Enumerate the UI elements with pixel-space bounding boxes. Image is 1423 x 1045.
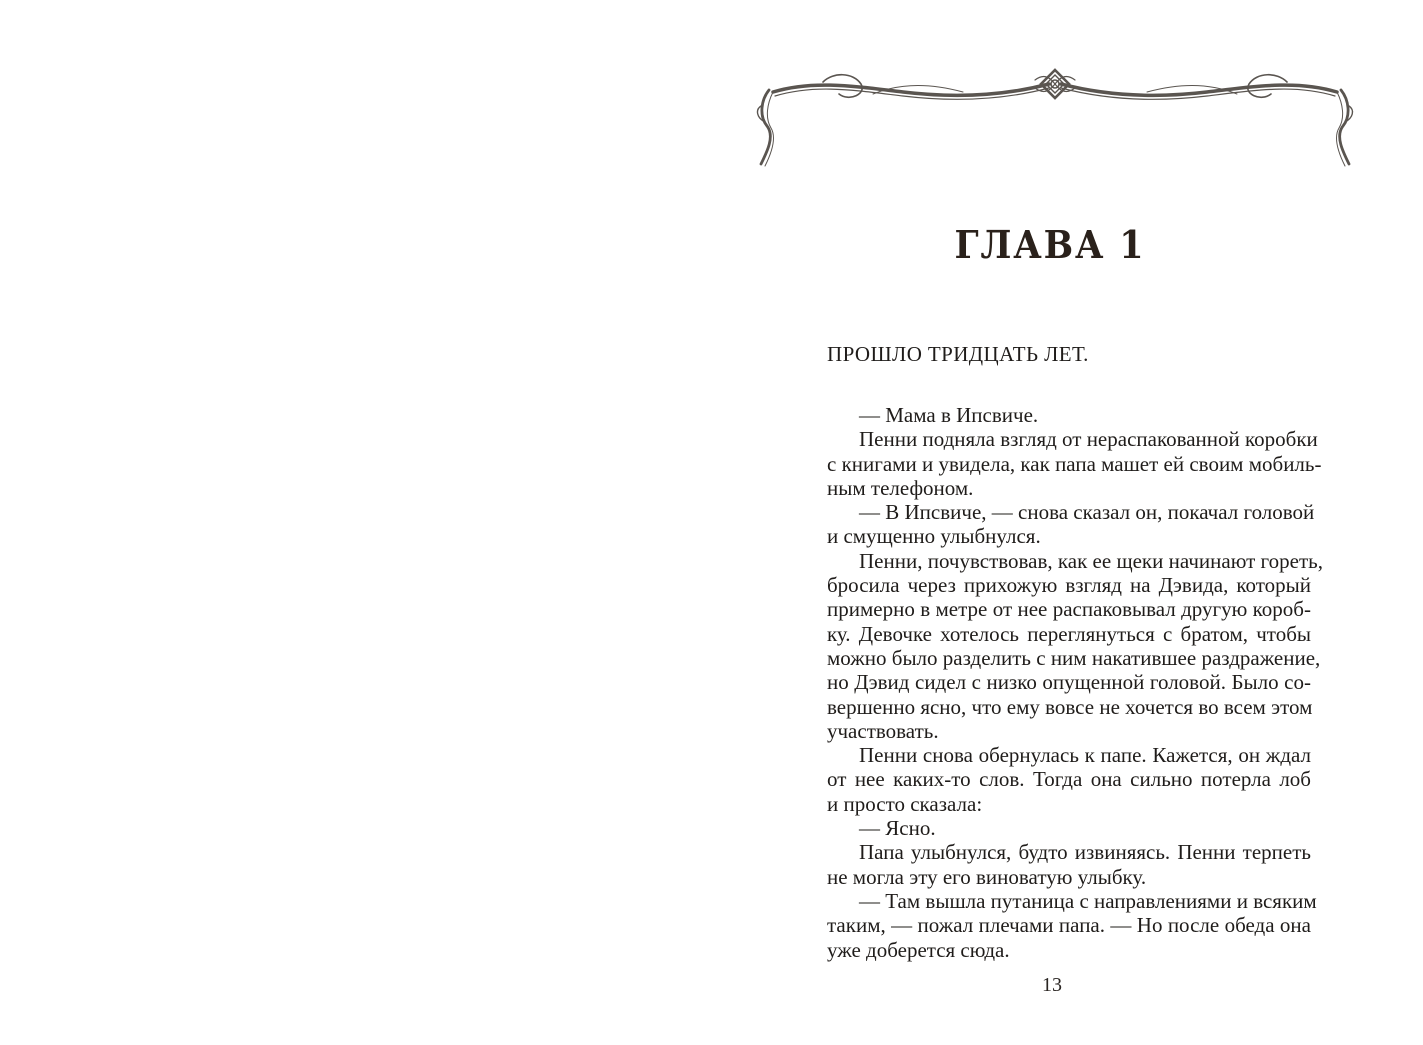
text-line: можно было разделить с ним накатившее раздражение, [827, 645, 1321, 670]
text-line: бросила через прихожую взгляд на Дэвида, который [827, 573, 1311, 598]
text-line: и смущенно улыбнулся. [827, 524, 1041, 549]
page-number: 13 [1042, 974, 1062, 996]
text-line: примерно в метре от нее распаковывал другую короб- [827, 597, 1311, 622]
text-line: Пенни снова обернулась к папе. Кажется, он ждал [859, 743, 1311, 768]
text-line: — В Ипсвиче, — снова сказал он, покачал головой [859, 500, 1315, 525]
paragraph [795, 403, 1311, 427]
text-line: — Ясно. [859, 816, 936, 841]
paragraph [795, 500, 1315, 549]
left-page-blank [0, 0, 711, 1045]
paragraph [795, 840, 1311, 889]
text-line: Пенни подняла взгляд от нераспакованной коробки [859, 427, 1318, 452]
text-line: таким, — пожал плечами папа. — Но после обеда она [827, 913, 1311, 938]
text-line: участвовать. [827, 718, 939, 743]
text-line: вершенно ясно, что ему вовсе не хочется во всем этом [827, 694, 1313, 719]
text-line: но Дэвид сидел с низко опущенной головой. Было со- [827, 670, 1311, 695]
text-line: уже доберется сюда. [827, 937, 1010, 962]
text-line: не могла эту его виноватую улыбку. [827, 864, 1147, 889]
text-line: Папа улыбнулся, будто извиняясь. Пенни терпеть [859, 840, 1311, 865]
paragraph [795, 548, 1323, 743]
chapter-opening-line: ПРОШЛО ТРИДЦАТЬ ЛЕТ. [827, 342, 1089, 366]
chapter-title: ГЛАВА 1 [954, 222, 1146, 267]
paragraph [795, 816, 1311, 840]
text-line: — Мама в Ипсвиче. [859, 403, 1039, 427]
chapter-body-text [795, 341, 1323, 962]
text-line: и просто сказала: [827, 791, 983, 816]
text-line: Пенни, почувствовав, как ее щеки начинают гореть, [859, 548, 1323, 573]
paragraph [795, 427, 1322, 500]
chapter-ornament-flourish [753, 62, 1357, 172]
paragraph [795, 888, 1317, 962]
text-line: — Там вышла путаница с направлениями и всяким [859, 888, 1317, 913]
text-line: ным телефоном. [827, 475, 974, 500]
paragraph [795, 743, 1311, 816]
text-line: с книгами и увидела, как папа машет ей своим мобиль- [827, 451, 1322, 476]
text-line: от нее каких-то слов. Тогда она сильно потерла лоб [827, 767, 1311, 792]
paragraph-list [795, 403, 1323, 962]
text-line: ку. Девочке хотелось переглянуться с братом, чтобы [827, 621, 1311, 646]
